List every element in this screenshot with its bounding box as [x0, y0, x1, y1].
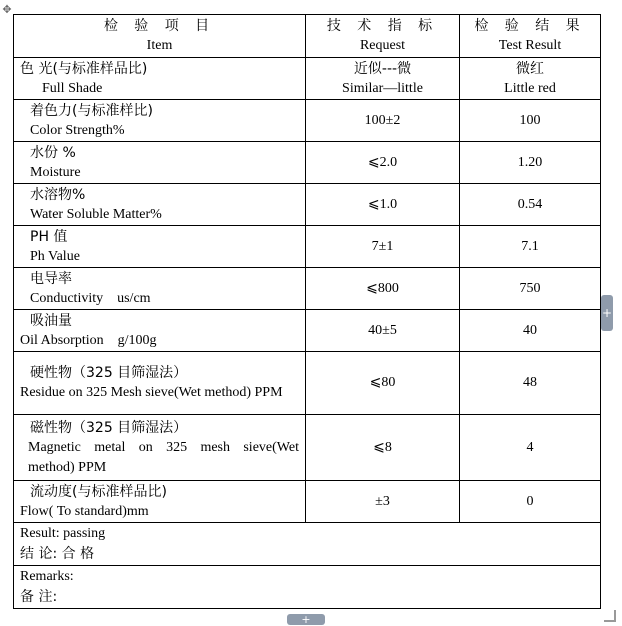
item-cn: 磁性物（325 目筛湿法） [30, 419, 188, 436]
item-en: Color Strength% [30, 122, 125, 138]
table-row [14, 268, 601, 310]
table-row [14, 481, 601, 523]
item-en: Residue on 325 Mesh sieve(Wet method) PPM [20, 385, 283, 400]
header-request-cn: 技 术 指 标 [326, 18, 439, 34]
result-cn: 结 论: 合 格 [20, 546, 95, 562]
table-move-icon[interactable]: ✥ [2, 3, 12, 16]
request-cell: ⩽2.0 [306, 142, 460, 184]
item-cn: 吸油量 [30, 312, 72, 329]
result-cell: 1.20 [460, 142, 601, 184]
remarks-en: Remarks: [20, 569, 74, 584]
add-row-button[interactable] [287, 614, 325, 625]
item-cn: 电导率 [30, 270, 72, 287]
table-row [14, 310, 601, 352]
spec-table [13, 14, 601, 609]
result-cell: 4 [460, 415, 601, 481]
result-cell: 750 [460, 268, 601, 310]
header-row [14, 15, 601, 58]
request-cell: 7±1 [306, 226, 460, 268]
header-result [460, 15, 601, 58]
item-cell [14, 415, 306, 481]
item-en: Oil Absorption g/100g [20, 332, 157, 348]
item-cn: 硬性物（325 目筛湿法） [30, 365, 188, 381]
request-en: Similar—little [342, 80, 423, 96]
item-cell [14, 268, 306, 310]
item-cn: 着色力(与标准样比) [30, 102, 153, 119]
item-cn: 流动度(与标准样品比) [30, 483, 167, 500]
table-row [14, 226, 601, 268]
request-cell: 100±2 [306, 100, 460, 142]
plus-icon: + [301, 613, 311, 626]
add-column-button[interactable] [601, 295, 613, 331]
header-request-en: Request [359, 38, 406, 53]
result-cell [460, 58, 601, 100]
item-cell [14, 226, 306, 268]
item-cn: PH 值 [30, 228, 68, 245]
item-en: Conductivity us/cm [30, 290, 151, 306]
item-cn: 色 光(与标准样品比) [20, 60, 148, 77]
header-item-cn: 检 验 项 目 [103, 18, 216, 34]
remarks-row [14, 566, 601, 609]
table-row [14, 415, 601, 481]
header-item-en: Item [146, 38, 173, 53]
item-cell [14, 481, 306, 523]
result-cell: 0 [460, 481, 601, 523]
item-cell [14, 58, 306, 100]
header-result-cn: 检 验 结 果 [474, 18, 586, 34]
item-cell [14, 184, 306, 226]
result-cell: 40 [460, 310, 601, 352]
request-cell: ⩽80 [306, 352, 460, 415]
table-resize-handle[interactable] [604, 610, 616, 622]
item-cell [14, 142, 306, 184]
request-cell: ⩽800 [306, 268, 460, 310]
item-cell [14, 100, 306, 142]
item-cn: 水份 % [30, 144, 76, 161]
result-row [14, 523, 601, 566]
remarks-cell [14, 566, 601, 609]
item-en: Ph Value [30, 248, 80, 264]
result-en: Little red [504, 80, 556, 96]
result-cn: 微红 [516, 60, 544, 77]
result-en: Result: passing [20, 526, 106, 541]
item-cell [14, 352, 306, 415]
header-request [306, 15, 460, 58]
item-en: Magnetic metal on 325 mesh sieve(Wet method) PPM [28, 439, 299, 475]
header-result-en: Test Result [498, 38, 562, 53]
table-row [14, 142, 601, 184]
table-row [14, 100, 601, 142]
request-cell [306, 58, 460, 100]
item-cn: 水溶物% [30, 186, 86, 203]
remarks-cn: 备 注: [20, 589, 58, 605]
result-cell: 0.54 [460, 184, 601, 226]
request-cell: 40±5 [306, 310, 460, 352]
item-en: Moisture [30, 164, 81, 180]
request-cell: ±3 [306, 481, 460, 523]
item-cell [14, 310, 306, 352]
result-cell: 48 [460, 352, 601, 415]
request-cn: 近似---微 [353, 60, 412, 77]
item-en: Water Soluble Matter% [30, 206, 162, 222]
request-cell: ⩽8 [306, 415, 460, 481]
item-en: Flow( To standard)mm [20, 503, 149, 519]
table-row [14, 58, 601, 100]
item-en: Full Shade [42, 80, 103, 96]
header-item [14, 15, 306, 58]
table-row [14, 352, 601, 415]
result-cell: 100 [460, 100, 601, 142]
table-row [14, 184, 601, 226]
request-cell: ⩽1.0 [306, 184, 460, 226]
plus-icon: + [601, 306, 613, 320]
result-cell: 7.1 [460, 226, 601, 268]
result-cell [14, 523, 601, 566]
